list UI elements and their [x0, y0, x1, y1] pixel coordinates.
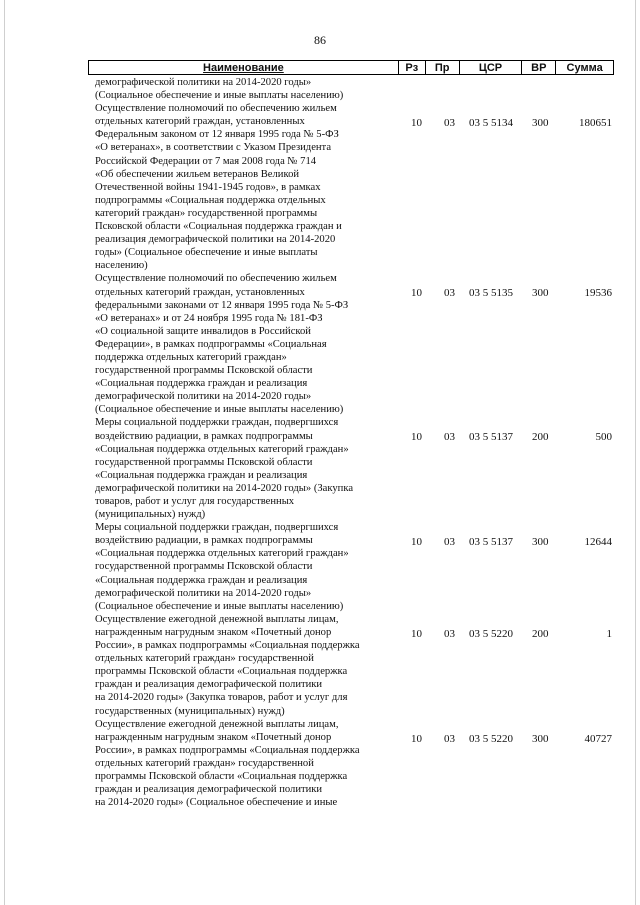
row-name: Осуществление ежегодной денежной выплаты лицам, награжденным нагрудным знаком «Почетный донор России», в рамках подпрограммы «Социальная поддержка отдельных категорий граждан» государственной программы Псковской области «Социальная поддержка граждан и реализация демографической политики на 2014-2020 годы» (Закупка товаров, работ и услуг для государственных (муниципальных) нужд)	[95, 613, 360, 717]
row-vr: 200	[532, 431, 549, 444]
row-rz: 10	[411, 732, 422, 745]
row-pr: 03	[444, 431, 455, 444]
row-name: Осуществление полномочий по обеспечению жильем отдельных категорий граждан, установленных федеральными законами от 12 января 1995 года № 5-ФЗ «О ветеранах» и от 24 ноября 1995 года № 181-ФЗ «О социальной защите инвалидов в Российской Федерации», в рамках подпрограммы «Социальная поддержка отдельных категорий граждан» государственной программы Псковской области «Социальная поддержка граждан и реализация демографической политики на 2014-2020 годы» (Социальное обеспечение и иные выплаты населению)	[95, 273, 349, 416]
row-rz: 10	[411, 431, 422, 444]
column-header-vr: ВР	[522, 61, 556, 74]
row-pr: 03	[444, 287, 455, 300]
row-csr: 03 5 5137	[469, 536, 513, 549]
column-header-pr: Пр	[426, 61, 460, 74]
row-rz: 10	[411, 117, 422, 130]
scan-edge-right	[635, 0, 636, 905]
table-row	[95, 102, 615, 272]
row-pr: 03	[444, 732, 455, 745]
row-rz: 10	[411, 536, 422, 549]
table-header	[88, 60, 614, 75]
row-pr: 03	[444, 117, 455, 130]
column-header-csr: ЦСР	[460, 61, 523, 74]
table-row	[95, 416, 615, 521]
row-vr: 300	[532, 732, 549, 745]
column-header-name: Наименование	[89, 61, 399, 74]
row-name: Осуществление полномочий по обеспечению жильем отдельных категорий граждан, установленных Федеральным законом от 12 января 1995 года № 5-ФЗ «О ветеранах», в соответствии с Указом Президента Российской Федерации от 7 мая 2008 года № 714 «Об обеспечении жильем ветеранов Великой Отечественной войны 1941-1945 годов», в рамках подпрограммы «Социальная поддержка отдельных категорий граждан» государственной программы Псковской области «Социальная поддержка граждан и реализация демографической политики на 2014-2020 годы» (Социальное обеспечение и иные выплаты населению)	[95, 103, 342, 272]
row-csr: 03 5 5220	[469, 627, 513, 640]
row-name: демографической политики на 2014-2020 годы» (Социальное обеспечение и иные выплаты населению)	[95, 77, 344, 102]
row-csr: 03 5 5134	[469, 117, 513, 130]
row-rz: 10	[411, 287, 422, 300]
row-sum: 19536	[584, 287, 612, 300]
table-body	[95, 76, 615, 809]
column-header-sum: Сумма	[566, 61, 603, 74]
row-csr: 03 5 5220	[469, 732, 513, 745]
table-row	[95, 272, 615, 416]
row-sum: 180651	[579, 117, 612, 130]
row-csr: 03 5 5135	[469, 287, 513, 300]
row-name: Меры социальной поддержки граждан, подвергшихся воздействию радиации, в рамках подпрограммы «Социальная поддержка отдельных категорий граждан» государственной программы Псковской области «Социальная поддержка граждан и реализация демографической политики на 2014-2020 годы» (Закупка товаров, работ и услуг для государственных (муниципальных) нужд)	[95, 417, 354, 521]
row-sum: 500	[595, 431, 612, 444]
row-sum: 1	[606, 627, 612, 640]
row-pr: 03	[444, 536, 455, 549]
row-name: Осуществление ежегодной денежной выплаты лицам, награжденным нагрудным знаком «Почетный донор России», в рамках подпрограммы «Социальная поддержка отдельных категорий граждан» государственной программы Псковской области «Социальная поддержка граждан и реализация демографической политики на 2014-2020 годы» (Социальное обеспечение и иные	[95, 718, 360, 809]
row-vr: 200	[532, 627, 549, 640]
table-row	[95, 718, 615, 810]
row-csr: 03 5 5137	[469, 431, 513, 444]
row-name: Меры социальной поддержки граждан, подвергшихся воздействию радиации, в рамках подпрограммы «Социальная поддержка отдельных категорий граждан» государственной программы Псковской области «Социальная поддержка граждан и реализация демографической политики на 2014-2020 годы» (Социальное обеспечение и иные выплаты населению)	[95, 522, 349, 612]
row-vr: 300	[532, 536, 549, 549]
table-row	[95, 521, 615, 613]
row-vr: 300	[532, 117, 549, 130]
page-number: 86	[314, 33, 326, 47]
row-rz: 10	[411, 627, 422, 640]
table-row	[95, 613, 615, 718]
row-sum: 12644	[584, 536, 612, 549]
row-pr: 03	[444, 627, 455, 640]
row-vr: 300	[532, 287, 549, 300]
table-row-continuation	[95, 76, 615, 102]
scan-edge-left	[4, 0, 5, 905]
row-sum: 40727	[584, 732, 612, 745]
column-header-rz: Рз	[399, 61, 426, 74]
